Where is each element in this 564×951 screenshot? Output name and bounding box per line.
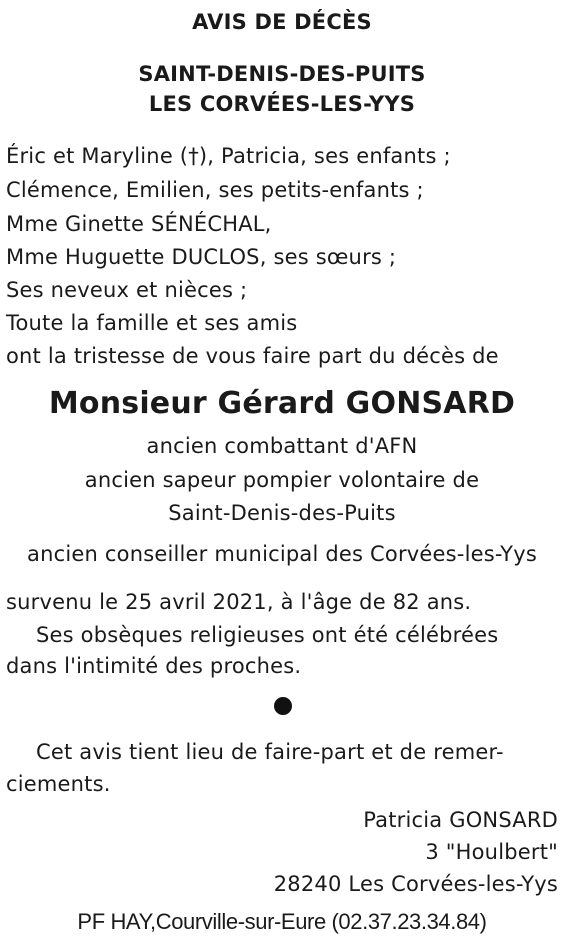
family-line: ont la tristesse de vous faire part du décès de	[6, 344, 499, 368]
notice-line: Cet avis tient lieu de faire-part et de remer-	[36, 740, 504, 764]
place-line-2: LES CORVÉES-LES-YYS	[148, 92, 416, 116]
family-line: Mme Huguette DUCLOS, ses sœurs ;	[6, 245, 397, 269]
place-line-1: SAINT-DENIS-DES-PUITS	[138, 62, 426, 86]
deceased-title: ancien conseiller municipal des Corvées-les-Yys	[27, 542, 537, 566]
separator-bullet-icon	[274, 697, 292, 715]
contact-name: Patricia GONSARD	[363, 808, 558, 832]
deceased-title: Saint-Denis-des-Puits	[168, 501, 396, 525]
funeral-line: Ses obsèques religieuses ont été célébrées	[36, 623, 499, 647]
deceased-name: Monsieur Gérard GONSARD	[48, 386, 516, 421]
family-line: Mme Ginette SÉNÉCHAL,	[6, 212, 272, 236]
date-line: survenu le 25 avril 2021, à l'âge de 82 ans.	[6, 590, 472, 614]
notice-line: ciements.	[6, 772, 111, 796]
contact-street: 3 "Houlbert"	[425, 840, 558, 864]
deceased-title: ancien combattant d'AFN	[146, 434, 418, 458]
funeral-line: dans l'intimité des proches.	[6, 654, 302, 678]
notice-title: AVIS DE DÉCÈS	[192, 10, 372, 34]
family-line: Toute la famille et ses amis	[6, 311, 298, 335]
family-line: Ses neveux et nièces ;	[6, 278, 248, 302]
contact-city: 28240 Les Corvées-les-Yys	[273, 872, 558, 896]
funeral-home-footer: PF HAY,Courville-sur-Eure (02.37.23.34.84)	[77, 909, 487, 934]
family-line: Clémence, Emilien, ses petits-enfants ;	[6, 178, 424, 202]
deceased-title: ancien sapeur pompier volontaire de	[84, 468, 480, 492]
family-line: Éric et Maryline (†), Patricia, ses enfants ;	[6, 144, 451, 168]
